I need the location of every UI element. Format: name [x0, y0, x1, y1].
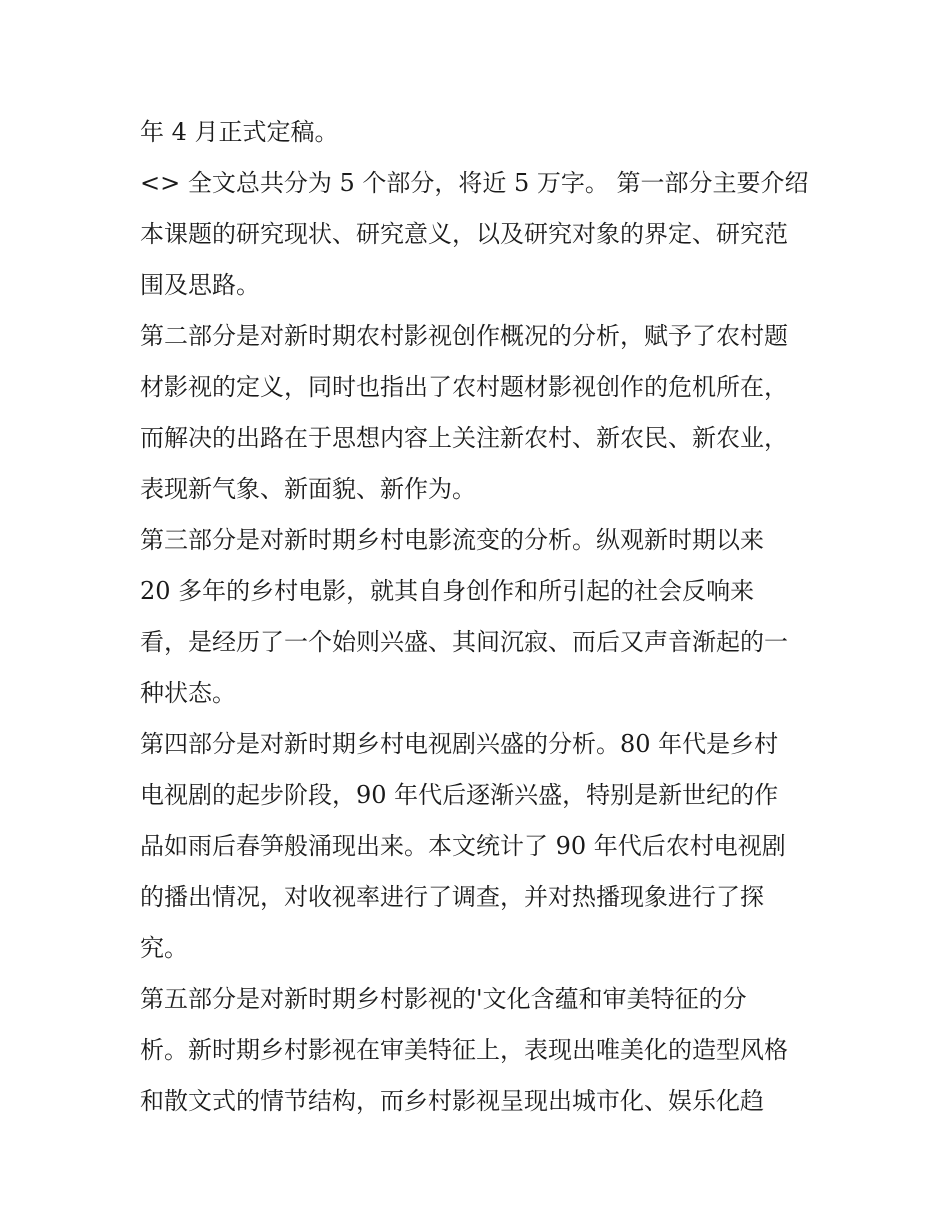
text-line: 看，是经历了一个始则兴盛、其间沉寂、而后又声音渐起的一: [140, 628, 788, 656]
text-line: 20 多年的乡村电影，就其自身创作和所引起的社会反响来: [140, 577, 755, 605]
text-line: 析。新时期乡村影视在审美特征上，表现出唯美化的造型风格: [140, 1036, 788, 1064]
text-line: <> 全文总共分为 5 个部分，将近 5 万字。 第一部分主要介绍: [140, 169, 809, 197]
text-line: 的播出情况，对收视率进行了调查，并对热播现象进行了探: [140, 883, 764, 911]
text-line: 电视剧的起步阶段，90 年代后逐渐兴盛，特别是新世纪的作: [140, 781, 779, 809]
body-text: [140, 107, 820, 1127]
text-line: 而解决的出路在于思想内容上关注新农村、新农民、新农业，: [140, 424, 788, 452]
text-line: 第五部分是对新时期乡村影视的'文化含蕴和审美特征的分: [140, 985, 747, 1013]
text-line: 年 4 月正式定稿。: [140, 118, 339, 146]
text-line: 品如雨后春笋般涌现出来。本文统计了 90 年代后农村电视剧: [140, 832, 786, 860]
text-line: 围及思路。: [140, 271, 260, 299]
text-line: 种状态。: [140, 679, 236, 707]
text-line: 和散文式的情节结构，而乡村影视呈现出城市化、娱乐化趋: [140, 1087, 764, 1115]
text-line: 表现新气象、新面貌、新作为。: [140, 475, 476, 503]
text-line: 本课题的研究现状、研究意义，以及研究对象的界定、研究范: [140, 220, 788, 248]
text-line: 第三部分是对新时期乡村电影流变的分析。纵观新时期以来: [140, 526, 764, 554]
text-line: 第二部分是对新时期农村影视创作概况的分析，赋予了农村题: [140, 322, 788, 350]
text-line: 究。: [140, 934, 188, 962]
text-line: 材影视的定义，同时也指出了农村题材影视创作的危机所在，: [140, 373, 788, 401]
text-line: 第四部分是对新时期乡村电视剧兴盛的分析。80 年代是乡村: [140, 730, 779, 758]
